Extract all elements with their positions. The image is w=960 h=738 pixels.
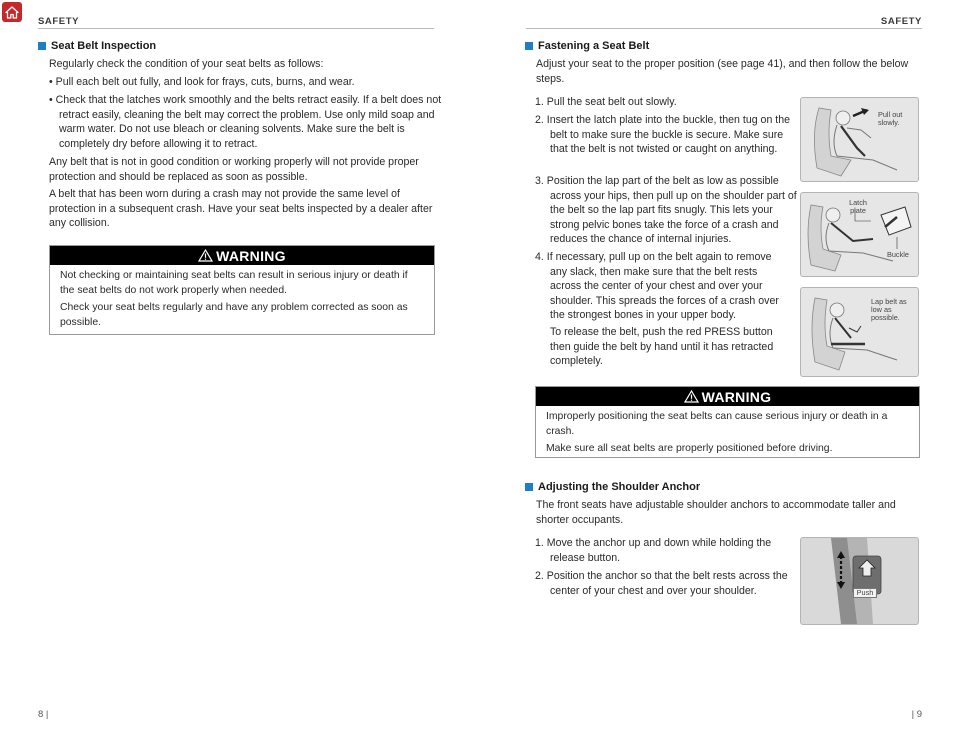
left-warning-box bbox=[49, 245, 435, 335]
right-warning-line-2: Make sure all seat belts are properly positioned before driving. bbox=[546, 443, 833, 454]
right-page-number: | 9 bbox=[911, 709, 922, 720]
left-page-number: 8 | bbox=[38, 709, 49, 720]
seat-belt-inspection-title: Seat Belt Inspection bbox=[38, 40, 156, 52]
anchor-step-2: 2. Position the anchor so that the belt rests across the center of your chest and over your shoulder. bbox=[535, 570, 788, 597]
inspection-bullet-1: • Pull each belt out fully, and look for frays, cuts, burns, and wear. bbox=[49, 76, 355, 88]
shoulder-anchor-intro: The front seats have adjustable shoulder anchors to accommodate taller and shorter occupants. bbox=[536, 499, 896, 526]
left-header-rule bbox=[38, 28, 434, 29]
right-header: SAFETY bbox=[880, 16, 922, 27]
right-warning-box bbox=[535, 386, 920, 458]
right-warning-line-1: Improperly positioning the seat belts can cause serious injury or death in a crash. bbox=[546, 411, 888, 437]
push-label: Push bbox=[853, 588, 877, 598]
section-square-icon bbox=[38, 42, 46, 50]
left-warning-line-1: Not checking or maintaining seat belts can result in serious injury or death if the seat belts do not work properly when needed. bbox=[60, 270, 408, 296]
left-warning-line-2: Check your seat belts regularly and have any problem corrected as soon as possible. bbox=[60, 302, 408, 328]
shoulder-anchor-title: Adjusting the Shoulder Anchor bbox=[525, 481, 700, 493]
home-icon bbox=[5, 6, 19, 19]
fastening-step-1: 1. Pull the seat belt out slowly. bbox=[535, 96, 677, 108]
pull-out-figure bbox=[800, 97, 919, 182]
lap-belt-figure bbox=[800, 287, 919, 377]
anchor-step-1: 1. Move the anchor up and down while holding the release button. bbox=[535, 537, 772, 564]
lap-belt-label: Lap belt as low as possible. bbox=[871, 297, 907, 322]
warning-triangle-icon bbox=[198, 249, 213, 262]
home-button[interactable] bbox=[2, 2, 22, 22]
inspection-intro: Regularly check the condition of your seat belts as follows: bbox=[49, 58, 324, 70]
inspection-para-2: A belt that has been worn during a crash may not provide the same level of protection in a subsequent crash. Have your seat belts inspected by a dealer after any collision. bbox=[49, 188, 433, 229]
latch-figure bbox=[800, 192, 919, 277]
right-header-rule bbox=[526, 28, 922, 29]
fastening-intro: Adjust your seat to the proper position (see page 41), and then follow the below steps. bbox=[536, 58, 909, 85]
fastening-step-2: 2. Insert the latch plate into the buckle, then tug on the belt to make sure the buckle is secure. Make sure that the belt is not twisted or caught on anything. bbox=[535, 114, 791, 155]
warning-triangle-icon bbox=[684, 390, 699, 403]
pull-out-label: Pull out slowly. bbox=[878, 110, 903, 127]
warning-bar: WARNING bbox=[536, 387, 919, 406]
section-square-icon bbox=[525, 42, 533, 50]
fastening-step-4: 4. If necessary, pull up on the belt again to remove any slack, then make sure that the belt rests across the center of your chest and over your shoulder. This spreads the forces of a crash over the strongest bones in your upper body. bbox=[535, 251, 779, 321]
shoulder-anchor-figure bbox=[800, 537, 919, 625]
inspection-bullet-2: • Check that the latches work smoothly and the belts retract easily. If a belt does not retract easily, cleaning the belt may correct the problem. Use only mild soap and warm water. Do not use bleach or cleaning solvents. Make sure the belt is completely dry before allowing it to retract. bbox=[49, 94, 442, 150]
buckle-label: Buckle bbox=[887, 250, 909, 259]
anchor-illustration bbox=[801, 538, 918, 624]
latch-plate-label: Latch plate bbox=[849, 198, 867, 215]
inspection-para-1: Any belt that is not in good condition or working properly will not provide proper protection and should be replaced as soon as possible. bbox=[49, 156, 419, 183]
section-square-icon bbox=[525, 483, 533, 491]
fastening-title: Fastening a Seat Belt bbox=[525, 40, 649, 52]
left-header: SAFETY bbox=[38, 16, 80, 27]
fastening-step-3: 3. Position the lap part of the belt as low as possible across your hips, then pull up on the shoulder part of the belt so the lap part fits snugly. This lets your strong pelvic bones take the force of a crash and reduces the chance of internal injuries. bbox=[535, 175, 797, 245]
release-note: To release the belt, push the red PRESS button then guide the belt by hand until it has retracted completely. bbox=[550, 326, 774, 367]
warning-bar: WARNING bbox=[50, 246, 434, 265]
